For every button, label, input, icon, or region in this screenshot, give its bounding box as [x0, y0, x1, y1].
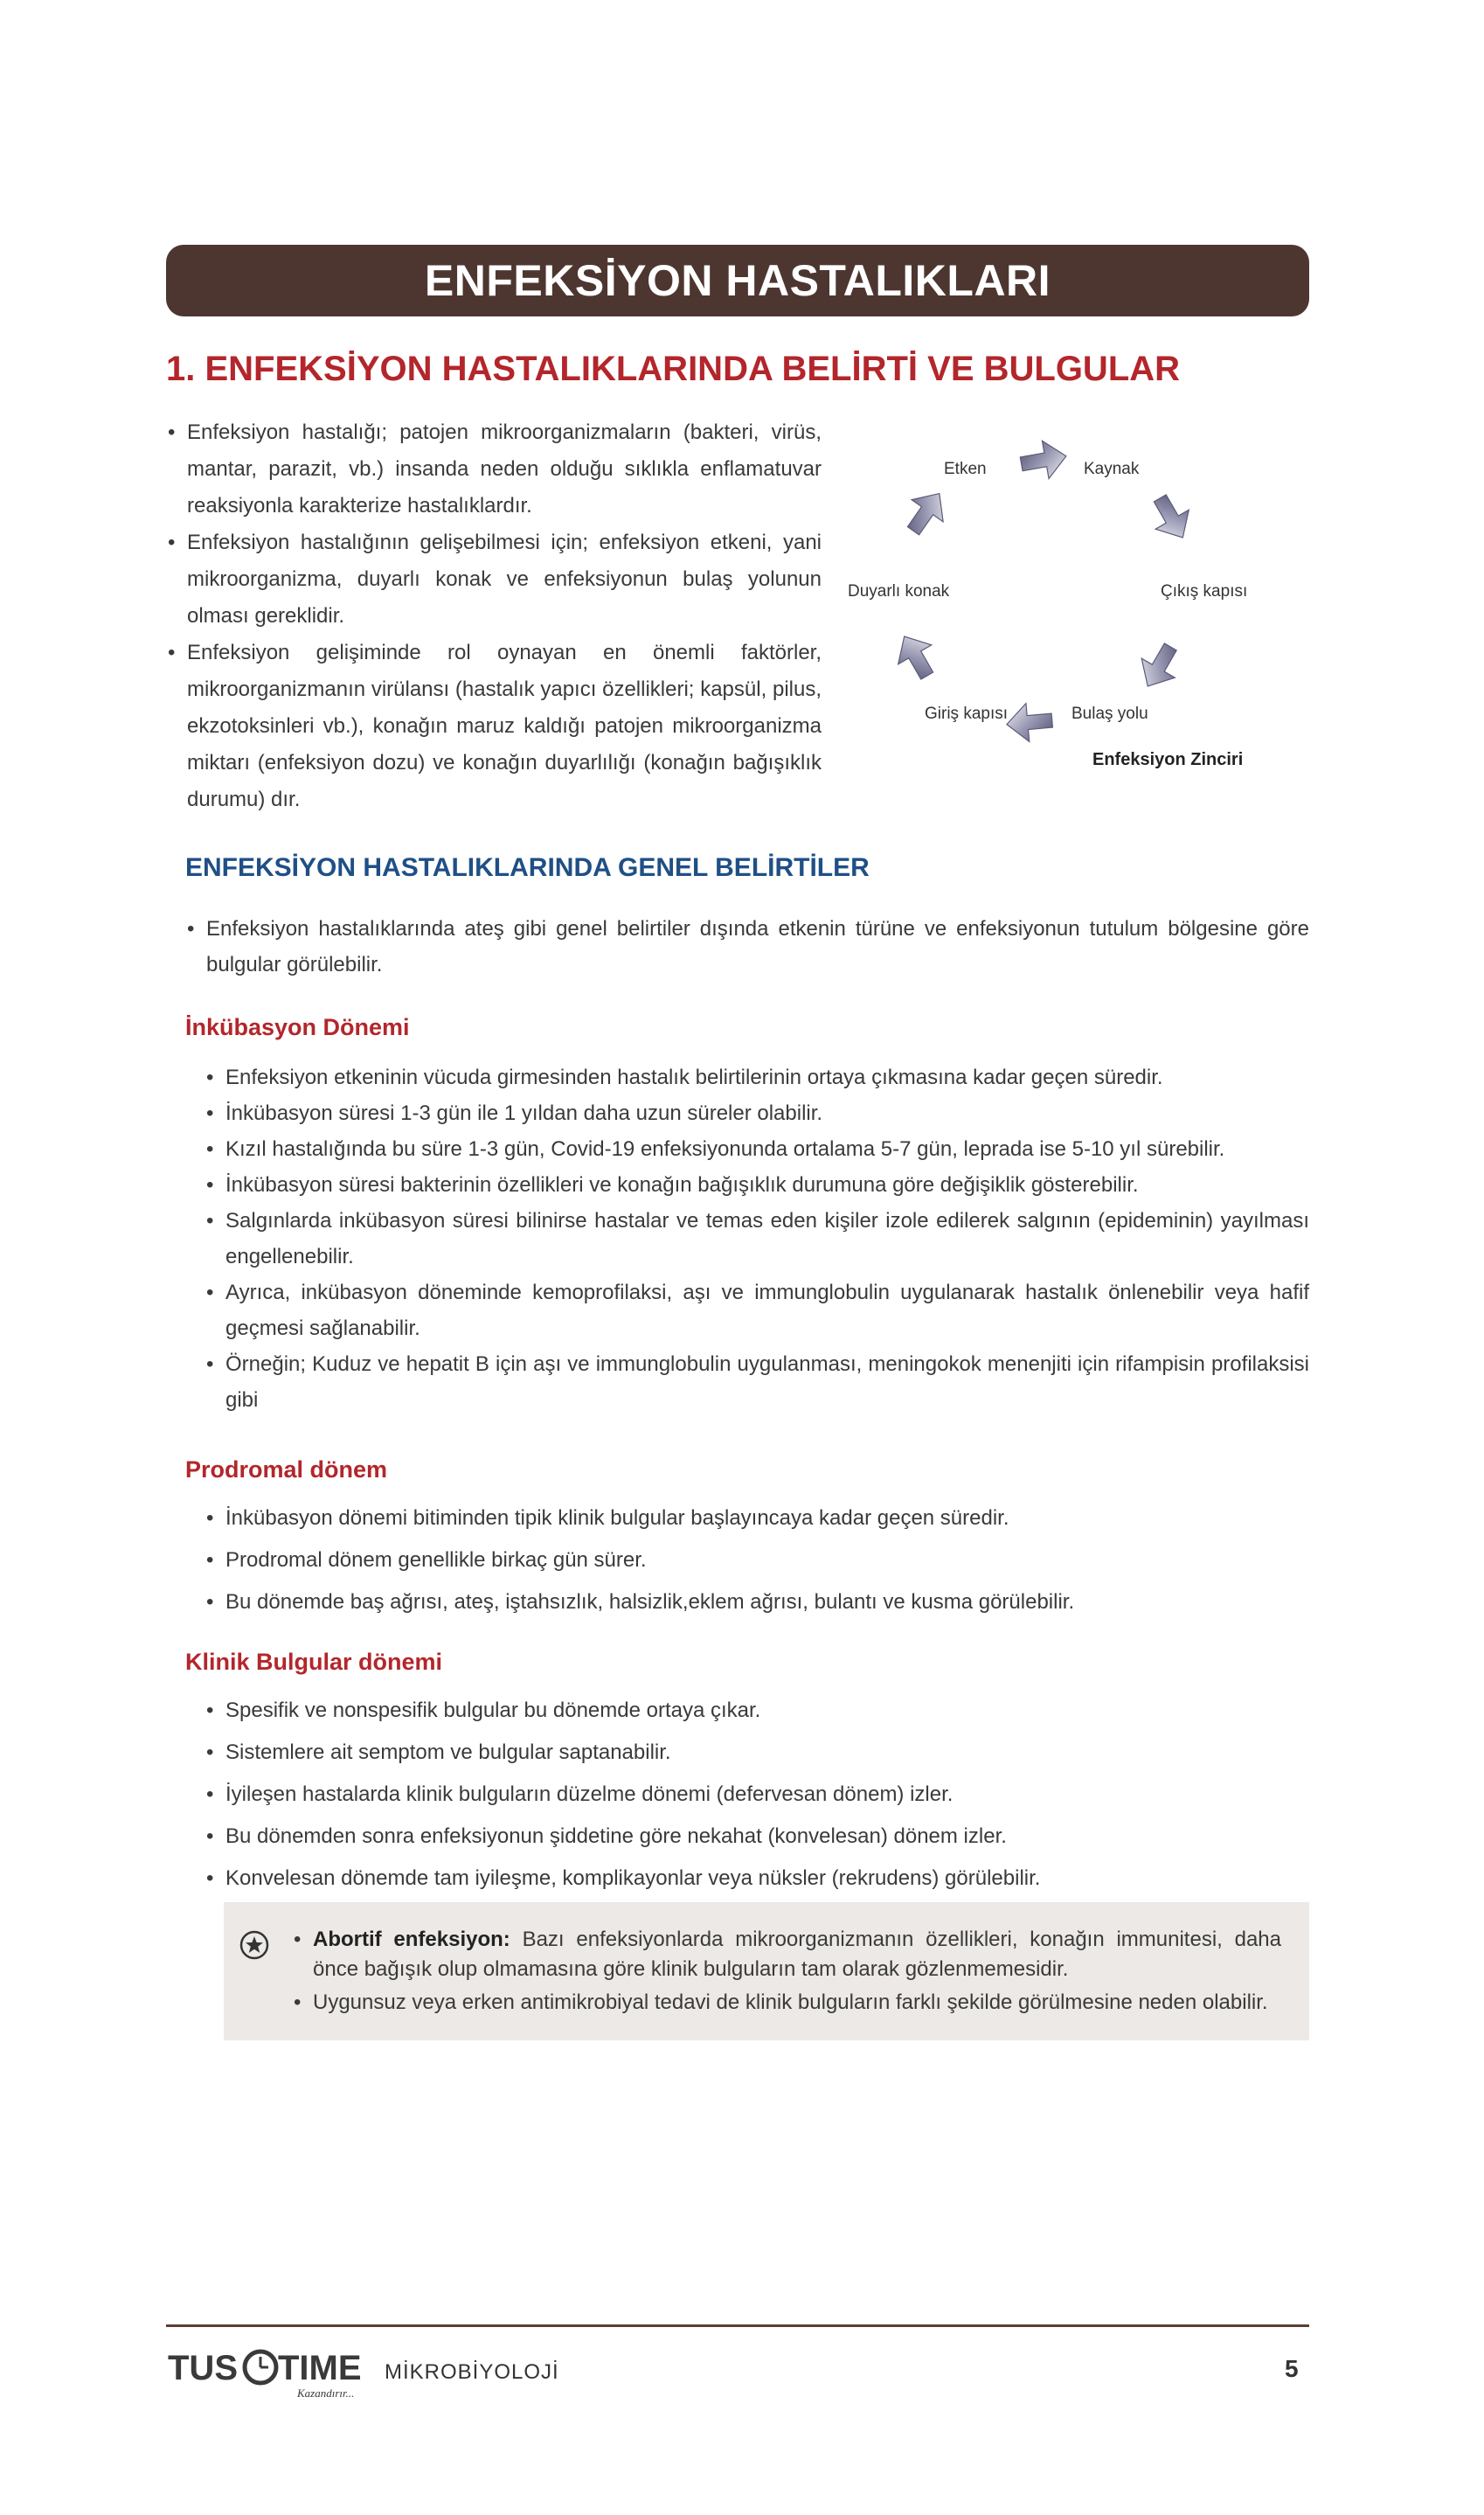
list-item: • Enfeksiyon hastalığı; patojen mikroorganizmaların (bakteri, virüs, mantar, parazit, vb.) insanda neden olduğu sıklıkla enflamatuvar reaksiyonla karakterize hastalıklardır.: [168, 414, 822, 525]
tustime-logo: [166, 2334, 376, 2404]
incubation-bullet-list: [206, 1059, 1309, 1418]
list-item: • Örneğin; Kuduz ve hepatit B için aşı ve immunglobulin uygulanması, meningokok menenjiti için rifampisin profilaksisi gibi: [206, 1346, 1309, 1418]
star-icon: [239, 1930, 269, 1960]
arrow-giris-icon: [1005, 701, 1054, 743]
intro-bullet-list: [168, 414, 822, 818]
list-item: • Enfeksiyon gelişiminde rol oynayan en önemli faktörler, mikroorganizmanın virülansı (hastalık yapıcı özellikleri; kapsül, pilus, ekzotoksinleri vb.), konağın maruz kaldığı patojen mikroorganizma miktarı (enfeksiyon dozu) ve konağın duyarlılığı (konağın bağışıklık durumu) dır.: [168, 635, 822, 818]
svg-text:TUS: TUS: [168, 2349, 238, 2387]
list-item: • Sistemlere ait semptom ve bulgular saptanabilir.: [206, 1734, 1309, 1770]
clinical-heading: Klinik Bulgular dönemi: [185, 1649, 443, 1675]
footer-subject: MİKROBİYOLOJİ: [385, 2360, 559, 2384]
list-item: • Spesifik ve nonspesifik bulgular bu dönemde ortaya çıkar.: [206, 1692, 1309, 1728]
arrow-cikis-icon: [1143, 489, 1199, 547]
diagram-arrows: [839, 420, 1293, 795]
prodromal-heading: Prodromal dönem: [185, 1456, 388, 1483]
svg-text:Kazandırır...: Kazandırır...: [297, 2386, 355, 2400]
list-item: • İyileşen hastalarda klinik bulguların düzelme dönemi (defervesan dönem) izler.: [206, 1776, 1309, 1812]
prodromal-bullet-list: [206, 1500, 1309, 1626]
abortive-label: Abortif enfeksiyon:: [313, 1928, 510, 1951]
list-item: • Konvelesan dönemde tam iyileşme, komplikayonlar veya nüksler (rekrudens) görülebilir.: [206, 1860, 1309, 1896]
general-bullet-list: [187, 911, 1309, 983]
diagram-label-cikis-kapisi: Çıkış kapısı: [1161, 582, 1248, 601]
list-item: • Prodromal dönem genellikle birkaç gün sürer.: [206, 1542, 1309, 1578]
list-item: • Uygunsuz veya erken antimikrobiyal tedavi de klinik bulguların farklı şekilde görülmesine neden olabilir.: [294, 1988, 1281, 2018]
diagram-caption: Enfeksiyon Zinciri: [1092, 750, 1244, 769]
list-item: • Bu dönemden sonra enfeksiyonun şiddetine göre nekahat (konvelesan) dönem izler.: [206, 1818, 1309, 1854]
list-item: • Enfeksiyon hastalığının gelişebilmesi için; enfeksiyon etkeni, yani mikroorganizma, duyarlı konak ve enfeksiyonun bulaş yolunun olması gereklidir.: [168, 525, 822, 635]
diagram-label-etken: Etken: [944, 460, 987, 478]
list-item: • Bu dönemde baş ağrısı, ateş, iştahsızlık, halsizlik,eklem ağrısı, bulantı ve kusma görülebilir.: [206, 1584, 1309, 1620]
list-item: • İnkübasyon dönemi bitiminden tipik klinik bulgular başlayıncaya kadar geçen süredir.: [206, 1500, 1309, 1536]
list-item: • Ayrıca, inkübasyon döneminde kemoprofilaksi, aşı ve immunglobulin uygulanarak hastalık önlenebilir veya hafif geçmesi sağlanabilir.: [206, 1275, 1309, 1346]
note-bullet-list: [294, 1925, 1281, 2021]
page-title-bar: [166, 245, 1309, 316]
arrow-etken-icon: [898, 483, 955, 542]
general-heading: ENFEKSİYON HASTALIKLARINDA GENEL BELİRTİLER: [185, 853, 870, 882]
arrow-duyarli-icon: [888, 627, 944, 685]
list-item: • İnkübasyon süresi 1-3 gün ile 1 yıldan daha uzun süreler olabilir.: [206, 1095, 1309, 1131]
arrow-kaynak-icon: [1018, 437, 1070, 483]
diagram-label-kaynak: Kaynak: [1084, 460, 1140, 478]
clinical-bullet-list: [206, 1692, 1309, 1902]
arrow-bulas-icon: [1131, 637, 1187, 696]
list-item: • Enfeksiyon hastalıklarında ateş gibi genel belirtiler dışında etkenin türüne ve enfeksiyonun tutulum bölgesine göre bulgular görülebilir.: [187, 911, 1309, 983]
list-item: • İnkübasyon süresi bakterinin özellikleri ve konağın bağışıklık durumuna göre değişiklik gösterebilir.: [206, 1167, 1309, 1203]
abortive-text: Bazı enfeksiyonlarda mikroorganizmanın özellikleri, konağın immunitesi, daha önce bağışık olup olmamasına göre klinik bulguların tam olarak gözlenmemesidir.: [313, 1928, 1281, 1981]
incubation-heading: İnkübasyon Dönemi: [185, 1014, 410, 1040]
section-heading: 1. ENFEKSİYON HASTALIKLARINDA BELİRTİ VE BULGULAR: [166, 350, 1181, 388]
svg-text:TIME: TIME: [278, 2349, 362, 2387]
footer-divider: [166, 2324, 1309, 2327]
page-number: 5: [1285, 2355, 1299, 2382]
page-title: ENFEKSİYON HASTALIKLARI: [424, 256, 1051, 305]
list-item: • Kızıl hastalığında bu süre 1-3 gün, Covid-19 enfeksiyonunda ortalama 5-7 gün, leprada ise 5-10 yıl sürebilir.: [206, 1131, 1309, 1167]
list-item: • Salgınlarda inkübasyon süresi bilinirse hastalar ve temas eden kişiler izole edilerek salgının (epideminin) yayılması engellenebilir.: [206, 1203, 1309, 1275]
diagram-label-bulas-yolu: Bulaş yolu: [1071, 705, 1148, 723]
diagram-label-giris-kapisi: Giriş kapısı: [925, 705, 1009, 723]
list-item: • Enfeksiyon etkeninin vücuda girmesinden hastalık belirtilerinin ortaya çıkmasına kadar geçen süredir.: [206, 1059, 1309, 1095]
note-box: [224, 1902, 1309, 2040]
infection-chain-diagram: [839, 420, 1293, 795]
list-item: [294, 1925, 1281, 1984]
diagram-label-duyarli-konak: Duyarlı konak: [848, 582, 950, 601]
